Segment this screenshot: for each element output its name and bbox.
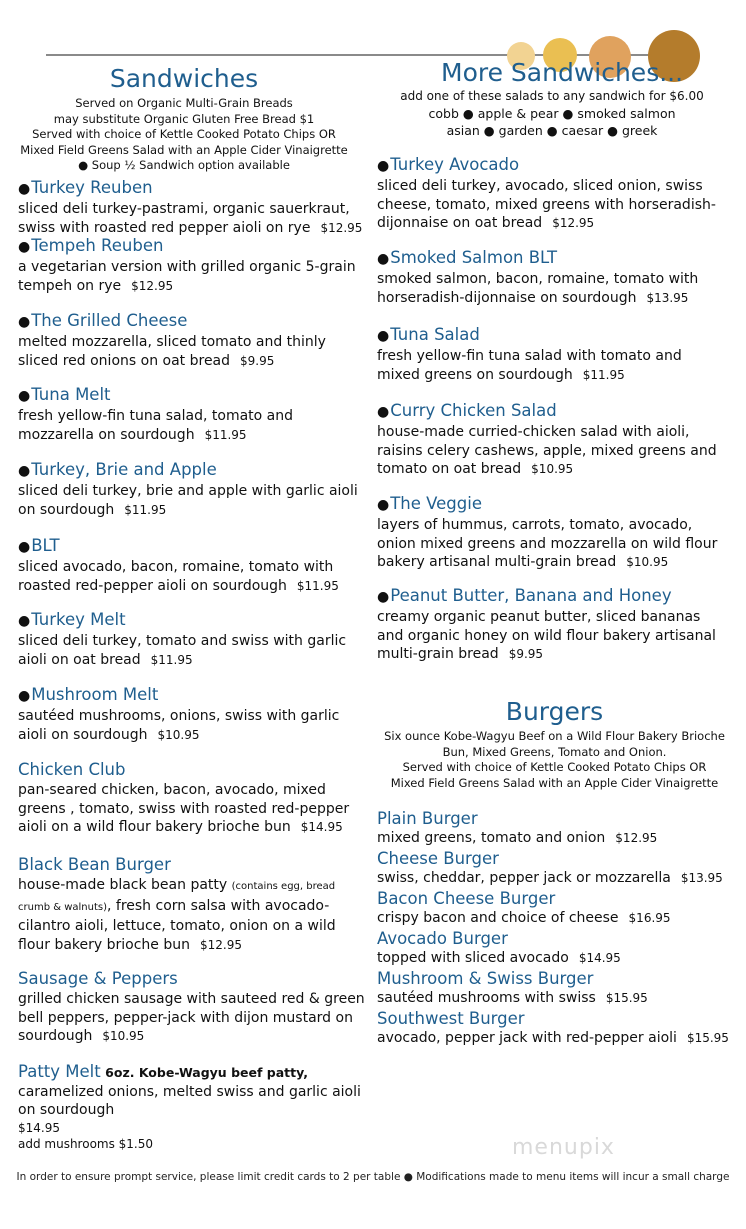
item-desc: sautéed mushrooms with swiss xyxy=(377,990,596,1006)
item-price: $15.95 xyxy=(686,1031,729,1045)
item-name: Turkey, Brie and Apple xyxy=(31,460,217,479)
menu-item xyxy=(18,855,366,954)
item-name: Mushroom & Swiss Burger xyxy=(377,969,594,988)
menu-item xyxy=(18,536,366,595)
bullet-icon: ● xyxy=(18,239,31,255)
item-desc: swiss, cheddar, pepper jack or mozzarella xyxy=(377,870,671,886)
bullet-icon: ● xyxy=(377,497,390,513)
item-desc: topped with sliced avocado xyxy=(377,950,569,966)
item-name: Chicken Club xyxy=(18,760,126,779)
watermark-logo: menupix xyxy=(512,1135,615,1160)
item-price: $12.95 xyxy=(552,216,595,230)
item-name: The Grilled Cheese xyxy=(31,311,188,330)
item-name: Southwest Burger xyxy=(377,1009,525,1028)
item-price: $12.95 xyxy=(131,278,174,293)
item-name: Smoked Salmon BLT xyxy=(390,248,558,267)
item-desc: sliced deli turkey, tomato and swiss with garlic aioli on oat bread xyxy=(18,633,347,668)
header-rule xyxy=(46,54,676,56)
item-desc: house-made curried-chicken salad with aioli, raisins celery cashews, apple, mixed greens and tomato on oat bread xyxy=(377,424,717,477)
menu-item xyxy=(377,586,727,664)
item-price: $11.95 xyxy=(296,578,339,593)
item-price: $11.95 xyxy=(582,367,625,382)
item-desc: house-made black bean patty xyxy=(18,877,228,893)
item-desc: sliced deli turkey, avocado, sliced onion, swiss cheese, tomato, mixed greens with horseradish-dijonnaise on oat bread xyxy=(377,178,716,231)
menu-item xyxy=(18,236,366,295)
item-price: $12.95 xyxy=(320,220,363,235)
item-name: Turkey Melt xyxy=(31,610,126,629)
item-name: Turkey Reuben xyxy=(31,178,153,197)
note: Mixed Field Greens Salad with an Apple Cider Vinaigrette xyxy=(20,142,348,157)
item-price: $10.95 xyxy=(102,1029,145,1043)
bullet-icon: ● xyxy=(18,539,31,555)
note: Six ounce Kobe-Wagyu Beef on a Wild Flour Bakery Brioche xyxy=(384,729,725,743)
bullet-icon: ● xyxy=(18,314,31,330)
item-desc: crispy bacon and choice of cheese xyxy=(377,910,619,926)
menu-item xyxy=(18,610,366,669)
menu-item xyxy=(377,401,727,479)
note: ● Soup ½ Sandwich option available xyxy=(78,158,290,172)
item-desc: avocado, pepper jack with red-pepper aioli xyxy=(377,1030,677,1046)
item-price: $10.95 xyxy=(626,555,669,569)
item-price: $9.95 xyxy=(240,353,275,368)
item-name: Cheese Burger xyxy=(377,849,499,868)
item-name: Avocado Burger xyxy=(377,929,508,948)
item-name: Plain Burger xyxy=(377,809,478,828)
item-name: Mushroom Melt xyxy=(31,685,159,704)
item-desc-bold: 6oz. Kobe-Wagyu beef patty, xyxy=(105,1065,309,1080)
item-name: BLT xyxy=(31,536,60,555)
bullet-icon: ● xyxy=(377,589,390,605)
item-desc: layers of hummus, carrots, tomato, avocado, onion mixed greens and mozzarella on wild flour bakery artisanal multi-grain bread xyxy=(377,517,718,570)
item-name: Patty Melt xyxy=(18,1062,101,1081)
section-title: More Sandwiches... xyxy=(441,58,684,87)
menu-item xyxy=(18,385,366,444)
menu-item xyxy=(18,760,366,837)
item-price: $14.95 xyxy=(578,951,621,965)
menu-item xyxy=(377,248,727,307)
item-price: $10.95 xyxy=(531,462,574,476)
item-price: $10.95 xyxy=(157,727,200,742)
menu-item xyxy=(18,311,366,370)
more-sandwiches-section xyxy=(377,58,727,678)
bullet-icon: ● xyxy=(377,328,390,344)
menu-item xyxy=(18,1062,366,1152)
item-desc: grilled chicken sausage with sauteed red & green bell peppers, pepper-jack with dijon mustard on sourdough xyxy=(18,991,365,1044)
item-price: $14.95 xyxy=(18,1120,60,1135)
item-price: $14.95 xyxy=(300,820,343,834)
item-name: Tempeh Reuben xyxy=(31,236,164,255)
note: Mixed Field Greens Salad with an Apple Cider Vinaigrette xyxy=(390,775,719,790)
note: cobb ● apple & pear ● smoked salmon xyxy=(428,105,676,121)
note: Served on Organic Multi-Grain Breads xyxy=(75,96,293,110)
item-desc: a vegetarian version with grilled organic 5-grain tempeh on rye xyxy=(18,259,356,294)
item-desc: sautéed mushrooms, onions, swiss with garlic aioli on sourdough xyxy=(18,708,340,743)
note: Bun, Mixed Greens, Tomato and Onion. xyxy=(442,744,667,759)
menu-item xyxy=(18,460,366,519)
bullet-icon: ● xyxy=(18,388,31,404)
menu-item xyxy=(18,969,366,1046)
burger-item xyxy=(377,1009,732,1048)
menu-item xyxy=(377,494,727,572)
bullet-icon: ● xyxy=(18,613,31,629)
item-name: Peanut Butter, Banana and Honey xyxy=(390,586,672,605)
menu-item xyxy=(377,325,727,384)
item-desc: pan-seared chicken, bacon, avocado, mixed greens , tomato, swiss with roasted red-pepper aioli on a wild flour bakery brioche bun xyxy=(18,782,350,835)
item-price: $13.95 xyxy=(646,290,689,305)
bullet-icon: ● xyxy=(18,688,31,704)
item-desc: caramelized onions, melted swiss and garlic aioli on sourdough xyxy=(18,1083,361,1118)
item-price: $12.95 xyxy=(615,831,658,845)
item-name: Black Bean Burger xyxy=(18,855,171,874)
item-price: $9.95 xyxy=(508,647,544,661)
note: Served with choice of Kettle Cooked Potato Chips OR xyxy=(402,760,707,774)
note: asian ● garden ● caesar ● greek xyxy=(446,122,658,138)
item-desc-cont: , fresh corn salsa with avocado-cilantro aioli, lettuce, tomato, onion on a wild flour bakery brioche bun xyxy=(18,897,336,953)
item-price: $13.95 xyxy=(680,871,723,885)
bullet-icon: ● xyxy=(18,463,31,479)
item-price: $11.95 xyxy=(204,427,247,442)
item-name: Bacon Cheese Burger xyxy=(377,889,556,908)
sandwiches-section xyxy=(18,64,366,1151)
item-name: Tuna Salad xyxy=(390,325,480,344)
note: may substitute Organic Gluten Free Bread $1 xyxy=(53,111,315,126)
bullet-icon: ● xyxy=(377,158,390,174)
burger-item xyxy=(377,969,732,1008)
item-addon: add mushrooms $1.50 xyxy=(18,1136,154,1151)
item-desc: sliced avocado, bacon, romaine, tomato with roasted red-pepper aioli on sourdough xyxy=(18,559,334,594)
item-name: Curry Chicken Salad xyxy=(390,401,557,420)
section-title: Burgers xyxy=(505,697,604,726)
menu-item xyxy=(18,685,366,744)
bullet-icon: ● xyxy=(377,251,390,267)
item-desc: sliced deli turkey-pastrami, organic sauerkraut, swiss with roasted red pepper aioli on rye xyxy=(18,201,350,236)
burger-item xyxy=(377,809,732,848)
item-price: $15.95 xyxy=(605,991,648,1005)
item-desc: fresh yellow-fin tuna salad, tomato and mozzarella on sourdough xyxy=(18,408,294,443)
item-desc: melted mozzarella, sliced tomato and thinly sliced red onions on oat bread xyxy=(18,334,326,369)
item-name: Tuna Melt xyxy=(31,385,111,404)
item-allergen-note: (contains egg, bread crumb & walnuts) xyxy=(18,881,336,913)
item-price: $11.95 xyxy=(124,502,167,517)
note: Served with choice of Kettle Cooked Potato Chips OR xyxy=(32,127,336,141)
item-price: $12.95 xyxy=(200,937,243,952)
menu-item xyxy=(377,155,727,233)
item-price: $16.95 xyxy=(628,911,671,925)
item-desc: mixed greens, tomato and onion xyxy=(377,830,606,846)
item-price: $11.95 xyxy=(150,652,193,667)
burger-item xyxy=(377,889,732,928)
item-name: The Veggie xyxy=(390,494,482,513)
menu-item xyxy=(18,178,366,237)
item-desc: smoked salmon, bacon, romaine, tomato with horseradish-dijonnaise on sourdough xyxy=(377,271,699,306)
item-desc: fresh yellow-fin tuna salad with tomato and mixed greens on sourdough xyxy=(377,348,682,383)
bullet-icon: ● xyxy=(377,404,390,420)
item-name: Turkey Avocado xyxy=(390,155,520,174)
burgers-section xyxy=(377,697,732,1057)
section-title: Sandwiches xyxy=(109,64,259,93)
item-desc: sliced deli turkey, brie and apple with garlic aioli on sourdough xyxy=(18,483,358,518)
item-desc: creamy organic peanut butter, sliced bananas and organic honey on wild flour bakery artisanal multi-grain bread xyxy=(377,609,716,662)
note: add one of these salads to any sandwich for $6.00 xyxy=(400,89,704,103)
item-name: Sausage & Peppers xyxy=(18,969,178,988)
burger-item xyxy=(377,849,732,888)
burger-item xyxy=(377,929,732,968)
footer-note: In order to ensure prompt service, please limit credit cards to 2 per table ● Modifications made to menu items will incur a small charge xyxy=(16,1171,730,1183)
bullet-icon: ● xyxy=(18,181,31,197)
